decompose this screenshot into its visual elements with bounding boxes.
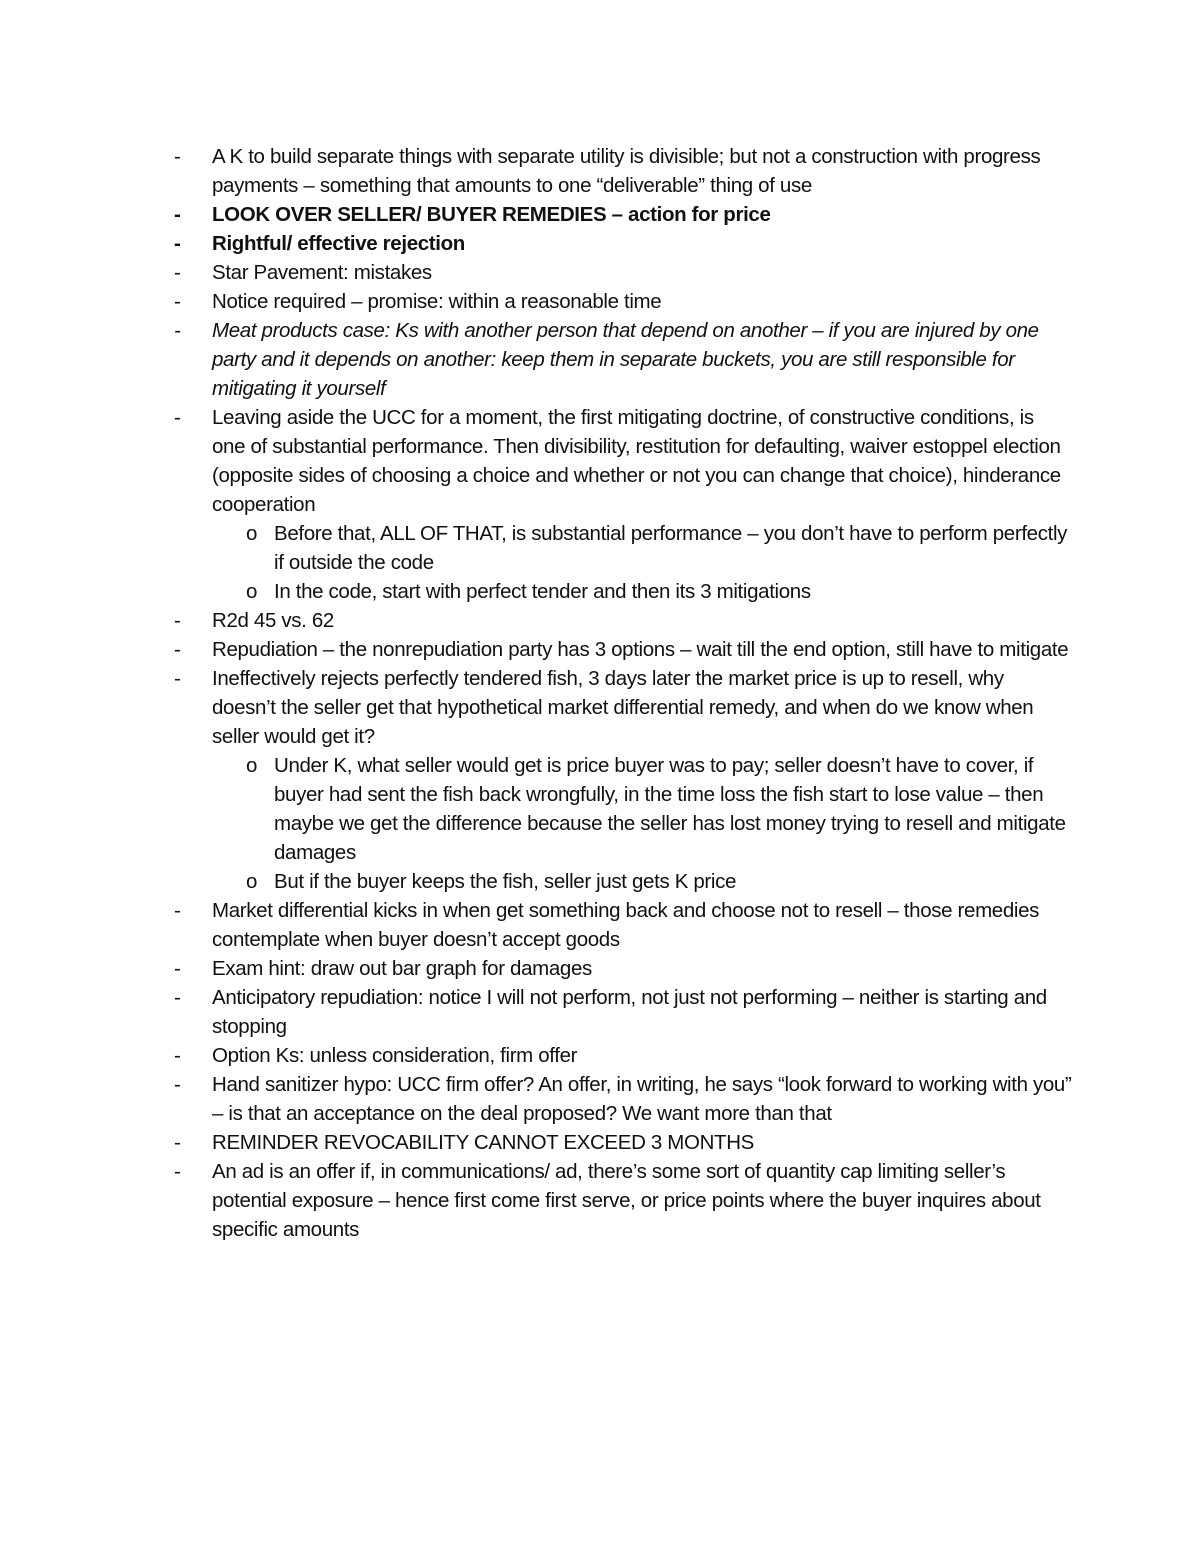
list-item-text: Meat products case: Ks with another person that depend on another – if you are injured by one party and it depends on another: keep them in separate buckets, you are still responsible for mitigating it yourself [212, 319, 1039, 400]
list-item [172, 403, 1072, 519]
list-item-text: REMINDER REVOCABILITY CANNOT EXCEED 3 MONTHS [212, 1131, 754, 1154]
list-item [172, 1157, 1072, 1244]
sub-list-item [244, 519, 1072, 577]
dash-bullet: - [174, 1131, 181, 1154]
list-item-text: Notice required – promise: within a reasonable time [212, 290, 662, 313]
list-item-text: R2d 45 vs. 62 [212, 609, 334, 632]
list-item-text: Option Ks: unless consideration, firm offer [212, 1044, 578, 1067]
dash-bullet: - [174, 899, 181, 922]
list-item [172, 258, 1072, 287]
sub-list-item-text: But if the buyer keeps the fish, seller just gets K price [274, 870, 737, 893]
list-item [172, 896, 1072, 954]
dash-bullet: - [174, 1073, 181, 1096]
list-item [172, 1041, 1072, 1070]
list-item-text: Repudiation – the nonrepudiation party has 3 options – wait till the end option, still have to mitigate [212, 638, 1069, 661]
list-item-text: An ad is an offer if, in communications/ ad, there’s some sort of quantity cap limiting seller’s potential exposure – hence first come first serve, or price points where the buyer inquires about specific amounts [212, 1160, 1041, 1241]
notes-list [172, 606, 1072, 751]
notes-body [172, 142, 1072, 1244]
sub-list-item [244, 751, 1072, 867]
list-item-text: Hand sanitizer hypo: UCC firm offer? An offer, in writing, he says “look forward to working with you” – is that an acceptance on the deal proposed? We want more than that [212, 1073, 1072, 1125]
sub-list-item-text: Under K, what seller would get is price buyer was to pay; seller doesn’t have to cover, if buyer had sent the fish back wrongfully, in the time loss the fish start to lose value – then maybe we get the difference because the seller has lost money trying to resell and mitigate damages [274, 754, 1066, 864]
list-item [172, 142, 1072, 200]
list-item-text: Market differential kicks in when get something back and choose not to resell – those remedies contemplate when buyer doesn’t accept goods [212, 899, 1040, 951]
dash-bullet: - [174, 319, 181, 342]
list-item [172, 287, 1072, 316]
list-item-text: Anticipatory repudiation: notice I will not perform, not just not performing – neither is starting and stopping [212, 986, 1047, 1038]
list-item [172, 606, 1072, 635]
dash-bullet: - [174, 261, 181, 284]
dash-bullet: - [174, 290, 181, 313]
list-item-text: Exam hint: draw out bar graph for damages [212, 957, 592, 980]
list-item-text: Rightful/ effective rejection [212, 232, 465, 255]
list-item [172, 316, 1072, 403]
dash-bullet: - [174, 406, 181, 429]
list-item [172, 229, 1072, 258]
list-item-text: Star Pavement: mistakes [212, 261, 432, 284]
sub-list-item-text: In the code, start with perfect tender and then its 3 mitigations [274, 580, 811, 603]
list-item [172, 1070, 1072, 1128]
list-item [172, 635, 1072, 664]
dash-bullet: - [174, 667, 181, 690]
circle-bullet: o [246, 754, 258, 777]
circle-bullet: o [246, 522, 258, 545]
dash-bullet: - [174, 957, 181, 980]
list-item [172, 200, 1072, 229]
dash-bullet: - [174, 609, 181, 632]
list-item-text: Ineffectively rejects perfectly tendered fish, 3 days later the market price is up to resell, why doesn’t the seller get that hypothetical market differential remedy, and when do we know when seller would get it? [212, 667, 1034, 748]
list-item [172, 954, 1072, 983]
list-item [172, 1128, 1072, 1157]
list-item-text: LOOK OVER SELLER/ BUYER REMEDIES – action for price [212, 203, 771, 226]
circle-bullet: o [246, 580, 258, 603]
sub-list-item-text: Before that, ALL OF THAT, is substantial performance – you don’t have to perform perfectly if outside the code [274, 522, 1068, 574]
sub-list [172, 519, 1072, 606]
list-item-text: Leaving aside the UCC for a moment, the first mitigating doctrine, of constructive conditions, is one of substantial performance. Then divisibility, restitution for defaulting, waiver estoppel election (opposite sides of choosing a choice and whether or not you can change that choice), hinderance cooperation [212, 406, 1061, 516]
sub-list-item [244, 867, 1072, 896]
dash-bullet: - [174, 638, 181, 661]
dash-bullet: - [174, 1160, 181, 1183]
dash-bullet: - [174, 1044, 181, 1067]
dash-bullet: - [174, 203, 181, 226]
dash-bullet: - [174, 145, 181, 168]
sub-list-item [244, 577, 1072, 606]
circle-bullet: o [246, 870, 258, 893]
dash-bullet: - [174, 986, 181, 1009]
list-item [172, 664, 1072, 751]
list-item [172, 983, 1072, 1041]
list-item-text: A K to build separate things with separate utility is divisible; but not a construction with progress payments – something that amounts to one “deliverable” thing of use [212, 145, 1041, 197]
notes-list [172, 142, 1072, 519]
dash-bullet: - [174, 232, 181, 255]
notes-list [172, 896, 1072, 1244]
sub-list [172, 751, 1072, 896]
